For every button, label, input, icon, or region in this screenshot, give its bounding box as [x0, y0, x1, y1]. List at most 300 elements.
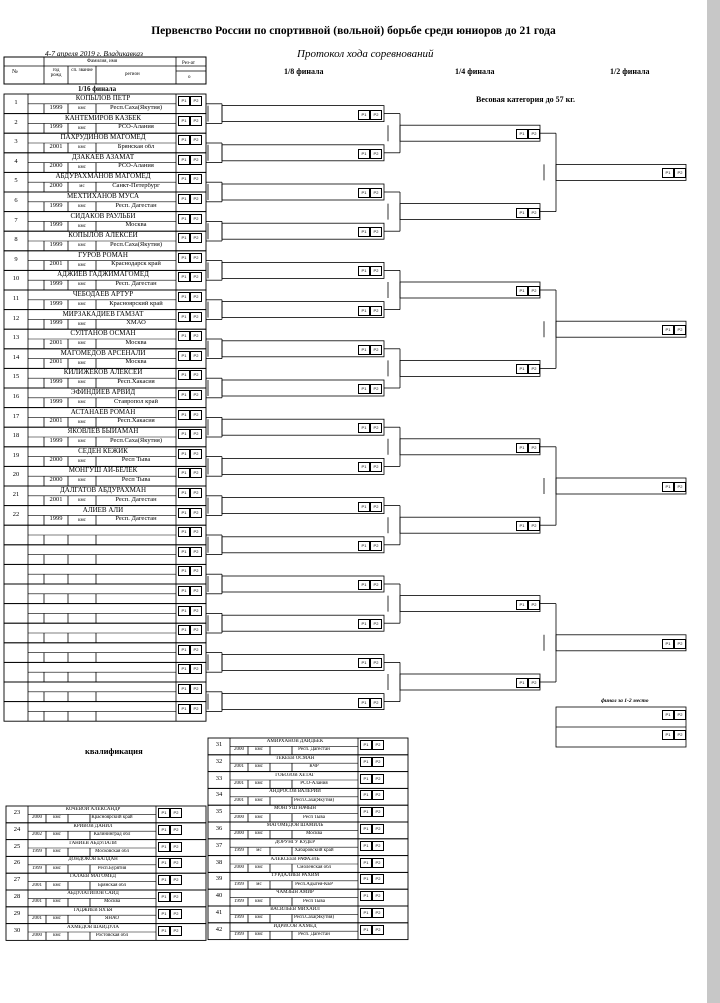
qual-year: 1999: [32, 865, 42, 871]
result-box-p1[interactable]: Р1: [360, 824, 372, 834]
athlete-name: АСТАНАЕВ РОМАН: [70, 408, 136, 416]
athlete-number: 10: [12, 276, 20, 283]
athlete-number: 8: [14, 237, 18, 244]
athlete-year: 1999: [49, 516, 63, 523]
result-box-p2[interactable]: Р2: [370, 266, 382, 276]
result-box-p2[interactable]: Р2: [190, 527, 202, 537]
qual-region: Москва: [103, 899, 121, 905]
athlete-name: ЧЕБОДАЕВ АРТУР: [72, 291, 134, 298]
qual-number: 26: [13, 860, 21, 867]
qual-rank: кмс: [53, 933, 61, 938]
result-box-p2[interactable]: Р2: [528, 443, 540, 453]
qual-year: 2002: [32, 832, 42, 838]
qual-name: ГАНИЕВ АБДУЛАЛИ: [69, 840, 117, 846]
qual-name: ТЕКЕЕВ ОСМАН: [275, 755, 315, 761]
result-box-p1[interactable]: Р1: [158, 825, 170, 835]
result-box-p1[interactable]: Р1: [358, 698, 370, 708]
qual-rank: мс: [256, 848, 262, 854]
result-box-p2[interactable]: Р2: [190, 272, 202, 282]
result-box-p2[interactable]: Р2: [370, 227, 382, 237]
qual-region: Респ.Адыгея-КБР: [295, 881, 333, 887]
qual-number: 40: [215, 893, 223, 900]
result-box-p1[interactable]: Р1: [358, 462, 370, 472]
result-box-p2[interactable]: Р2: [190, 312, 202, 322]
athlete-rank: кмс: [78, 204, 86, 209]
result-box-p1[interactable]: Р1: [158, 909, 170, 919]
result-box-p1[interactable]: Р1: [178, 390, 190, 400]
athlete-rank: кмс: [78, 380, 86, 386]
result-box-p2[interactable]: Р2: [674, 639, 686, 649]
qual-number: 30: [13, 927, 21, 934]
qual-rank: кмс: [53, 882, 61, 888]
result-box-p1[interactable]: Р1: [516, 600, 528, 610]
result-box-p1[interactable]: Р1: [178, 233, 190, 243]
qual-rank: мс: [256, 881, 262, 887]
athlete-name: ПАХРУДИНОВ МАГОМЕД: [60, 134, 146, 142]
result-box-p1[interactable]: Р1: [178, 684, 190, 694]
result-box-p2[interactable]: Р2: [190, 214, 202, 224]
athlete-year: 1999: [49, 398, 63, 405]
result-box-p1[interactable]: Р1: [158, 858, 170, 868]
result-box-p1[interactable]: Р1: [360, 790, 372, 800]
athlete-region: Ставропол край: [114, 398, 158, 405]
result-box-p1[interactable]: Р1: [178, 292, 190, 302]
athlete-region: Москва: [125, 222, 147, 229]
date-place: 4-7 апреля 2019 г. Владикавказ: [45, 49, 143, 58]
qual-year: 2000: [32, 815, 42, 821]
qual-name: АБДУЛАТИПОВ САЙД: [67, 891, 119, 896]
athlete-number: 22: [12, 511, 20, 518]
qual-name: ДОРУНГУ КУДЕР: [274, 839, 316, 845]
result-box-p2[interactable]: Р2: [190, 566, 202, 576]
result-box-p2[interactable]: Р2: [372, 858, 384, 868]
athlete-number: 1: [14, 100, 18, 106]
result-box-p2[interactable]: Р2: [370, 423, 382, 433]
result-box-p1[interactable]: Р1: [178, 351, 190, 361]
result-box-p2[interactable]: Р2: [190, 547, 202, 557]
result-box-p2[interactable]: Р2: [674, 710, 686, 720]
qual-name: АНДРОСОВ ВАЛЕРИЙ: [269, 789, 321, 795]
athlete-year: 2000: [49, 476, 63, 483]
athlete-rank: кмс: [78, 360, 86, 366]
result-box-p1[interactable]: Р1: [178, 370, 190, 380]
result-box-p2[interactable]: Р2: [170, 926, 182, 936]
result-box-p2[interactable]: Р2: [170, 875, 182, 885]
result-box-p2[interactable]: Р2: [528, 678, 540, 688]
result-box-p2[interactable]: Р2: [674, 482, 686, 492]
qual-year: 2001: [234, 781, 244, 786]
qual-rank: кмс: [255, 747, 263, 753]
qual-year: 1999: [234, 898, 244, 904]
result-box-p1[interactable]: Р1: [360, 807, 372, 817]
qual-region: Хабаровский край: [294, 848, 334, 854]
qual-number: 39: [215, 876, 223, 883]
result-box-p1[interactable]: Р1: [178, 253, 190, 263]
result-box-p2[interactable]: Р2: [372, 925, 384, 935]
result-box-p2[interactable]: Р2: [370, 345, 382, 355]
result-box-p2[interactable]: Р2: [190, 155, 202, 165]
qual-name: АМИРХАНОВ ДАИДБЕК: [266, 739, 324, 744]
result-box-p2[interactable]: Р2: [190, 390, 202, 400]
result-box-p1[interactable]: Р1: [178, 547, 190, 557]
result-box-p2[interactable]: Р2: [370, 698, 382, 708]
result-box-p1[interactable]: Р1: [178, 116, 190, 126]
result-box-p2[interactable]: Р2: [190, 233, 202, 243]
header-region: регион: [125, 72, 140, 77]
result-box-p2[interactable]: Р2: [370, 580, 382, 590]
athlete-rank: кмс: [78, 282, 86, 288]
result-box-p1[interactable]: Р1: [178, 410, 190, 420]
qual-region: Респ.Саха(Якутия): [293, 915, 335, 921]
qual-number: 36: [215, 826, 223, 832]
result-box-p2[interactable]: Р2: [190, 194, 202, 204]
result-box-p2[interactable]: Р2: [528, 286, 540, 296]
protocol-heading: Протокол хода соревнований: [297, 48, 434, 60]
qual-name: КОЧЕВОЙ АЛЕКСАНДР: [65, 807, 121, 812]
qual-number: 35: [215, 809, 223, 816]
result-box-p2[interactable]: Р2: [528, 600, 540, 610]
result-box-p1[interactable]: Р1: [178, 488, 190, 498]
result-box-p2[interactable]: Р2: [370, 149, 382, 159]
header-result: Рез-ат: [182, 61, 195, 66]
athlete-rank: кмс: [78, 321, 86, 327]
result-box-p2[interactable]: Р2: [370, 110, 382, 120]
result-box-p2[interactable]: Р2: [190, 174, 202, 184]
athlete-rank: кмс: [78, 223, 86, 229]
result-box-p2[interactable]: Р2: [674, 730, 686, 740]
result-box-p2[interactable]: Р2: [170, 808, 182, 818]
qual-region: РСО-Алания: [300, 781, 328, 786]
qual-year: 2000: [32, 933, 42, 938]
result-box-p1[interactable]: Р1: [358, 266, 370, 276]
result-box-p1[interactable]: Р1: [158, 892, 170, 902]
athlete-number: 20: [12, 472, 20, 479]
result-box-p1[interactable]: Р1: [360, 858, 372, 868]
result-box-p1[interactable]: Р1: [358, 541, 370, 551]
qual-year: 2000: [234, 814, 244, 820]
athlete-name: МАГОМЕДОВ АРСЕНАЛИ: [60, 349, 146, 357]
result-box-p1[interactable]: Р1: [516, 286, 528, 296]
result-box-p1[interactable]: Р1: [358, 658, 370, 668]
result-box-p1[interactable]: Р1: [158, 842, 170, 852]
athlete-rank: кмс: [78, 106, 86, 111]
athlete-year: 1999: [49, 320, 63, 327]
result-box-p2[interactable]: Р2: [190, 331, 202, 341]
result-box-p1[interactable]: Р1: [358, 423, 370, 433]
result-box-p2[interactable]: Р2: [370, 188, 382, 198]
result-box-p1[interactable]: Р1: [178, 527, 190, 537]
athlete-name: ДЗАКАЕВ АЗАМАТ: [71, 153, 135, 161]
result-box-p2[interactable]: Р2: [190, 704, 202, 714]
result-box-p2[interactable]: Р2: [190, 410, 202, 420]
result-box-p1[interactable]: Р1: [358, 345, 370, 355]
athlete-name: АДЖИЕВ ГАДЖИМАГОМЕД: [57, 271, 149, 279]
result-box-p2[interactable]: Р2: [190, 135, 202, 145]
result-box-p2[interactable]: Р2: [190, 684, 202, 694]
result-box-p2[interactable]: Р2: [190, 370, 202, 380]
result-box-p2[interactable]: Р2: [190, 625, 202, 635]
result-box-p2[interactable]: Р2: [528, 208, 540, 218]
athlete-rank: кмс: [78, 164, 86, 170]
qual-rank: кмс: [255, 898, 263, 904]
qual-year: 1999: [234, 881, 244, 887]
athlete-name: ЯКОВЛЕВ БЫЙАМАН: [67, 428, 139, 436]
result-box-p1[interactable]: Р1: [178, 312, 190, 322]
result-box-p1[interactable]: Р1: [516, 443, 528, 453]
qual-number: 34: [215, 792, 223, 799]
result-box-p1[interactable]: Р1: [662, 325, 674, 335]
result-box-p1[interactable]: Р1: [178, 468, 190, 478]
result-box-p1[interactable]: Р1: [178, 664, 190, 674]
result-box-p2[interactable]: Р2: [674, 325, 686, 335]
athlete-region: РСО-Алания: [118, 163, 154, 170]
result-box-p1[interactable]: Р1: [178, 135, 190, 145]
athlete-rank: кмс: [78, 458, 86, 464]
result-box-p2[interactable]: Р2: [528, 521, 540, 531]
result-box-p1[interactable]: Р1: [360, 757, 372, 767]
result-box-p1[interactable]: Р1: [358, 580, 370, 590]
result-box-p2[interactable]: Р2: [372, 757, 384, 767]
result-box-p2[interactable]: Р2: [190, 606, 202, 616]
qual-year: 2000: [234, 831, 244, 837]
qual-name: ГАДЖИЕВ ЯХЪЯ: [73, 907, 113, 913]
result-box-p2[interactable]: Р2: [370, 502, 382, 512]
qual-name: АХМЕДОВ ШАЙДУЛА: [66, 924, 120, 930]
qual-number: 24: [13, 826, 21, 833]
result-box-p2[interactable]: Р2: [170, 892, 182, 902]
qual-name: ГАЛАЕВ МАГОМЕД: [70, 874, 116, 880]
result-box-p1[interactable]: Р1: [178, 174, 190, 184]
result-box-p2[interactable]: Р2: [528, 364, 540, 374]
result-box-p1[interactable]: Р1: [358, 306, 370, 316]
qual-number: 28: [13, 894, 21, 900]
result-box-p1[interactable]: Р1: [516, 208, 528, 218]
athlete-number: 2: [14, 119, 18, 126]
result-box-p1[interactable]: Р1: [178, 606, 190, 616]
result-box-p2[interactable]: Р2: [190, 429, 202, 439]
qual-rank: кмс: [255, 831, 263, 837]
result-box-p2[interactable]: Р2: [190, 351, 202, 361]
result-box-p2[interactable]: Р2: [190, 664, 202, 674]
round-label-r16: 1/16 финала: [78, 85, 117, 93]
result-box-p1[interactable]: Р1: [662, 730, 674, 740]
athlete-number: 5: [14, 178, 18, 185]
result-box-p1[interactable]: Р1: [516, 364, 528, 374]
result-box-p1[interactable]: Р1: [360, 908, 372, 918]
athlete-rank: кмс: [78, 125, 86, 131]
athlete-name: МЕХТИХАНОВ МУСА: [66, 193, 140, 200]
athlete-year: 1999: [49, 124, 63, 131]
qual-name: ДОНДОКОВ БАЛДАН: [68, 857, 118, 863]
athlete-region: Респ.Саха(Якутия): [109, 104, 163, 111]
athlete-year: 2001: [49, 418, 63, 425]
result-box-p1[interactable]: Р1: [358, 110, 370, 120]
result-box-p2[interactable]: Р2: [370, 619, 382, 629]
athlete-region: Респ.Хакасия: [117, 418, 155, 425]
result-box-p2[interactable]: Р2: [190, 488, 202, 498]
athlete-number: 6: [14, 198, 18, 204]
athlete-name: ДАЛГАТОВ АБДУРАХМАН: [59, 487, 147, 494]
result-box-p2[interactable]: Р2: [370, 306, 382, 316]
result-box-p2[interactable]: Р2: [372, 740, 384, 750]
qual-rank: кмс: [255, 932, 263, 938]
athlete-year: 1999: [49, 104, 63, 111]
result-box-p1[interactable]: Р1: [358, 188, 370, 198]
result-box-p2[interactable]: Р2: [170, 858, 182, 868]
result-box-p1[interactable]: Р1: [178, 429, 190, 439]
result-box-p1[interactable]: Р1: [360, 740, 372, 750]
athlete-year: 1999: [49, 280, 63, 287]
qual-region: Смоленская обл: [296, 865, 332, 870]
result-box-p1[interactable]: Р1: [178, 194, 190, 204]
result-box-p1[interactable]: Р1: [178, 645, 190, 655]
result-box-p1[interactable]: Р1: [178, 272, 190, 282]
result-box-p1[interactable]: Р1: [358, 619, 370, 629]
athlete-rank: кмс: [78, 302, 86, 307]
qual-year: 2001: [234, 764, 244, 770]
result-box-p2[interactable]: Р2: [370, 462, 382, 472]
qual-region: Ростовская обл: [95, 933, 129, 938]
result-box-p2[interactable]: Р2: [372, 908, 384, 918]
result-box-p2[interactable]: Р2: [372, 807, 384, 817]
qual-region: ЯНАО: [105, 916, 119, 922]
athlete-rank: кмс: [78, 400, 86, 405]
header-rank: сп. звание: [71, 68, 93, 73]
result-box-p1[interactable]: Р1: [158, 875, 170, 885]
athlete-rank: кмс: [78, 145, 86, 151]
result-box-p1[interactable]: Р1: [360, 874, 372, 884]
athlete-year: 2001: [49, 143, 63, 150]
qual-name: МОНГУШ НАЧЫН: [273, 806, 317, 812]
result-box-p2[interactable]: Р2: [372, 891, 384, 901]
qual-name: ТУРДАЛИЕВ РАХИМ: [270, 873, 320, 879]
result-box-p2[interactable]: Р2: [190, 449, 202, 459]
result-box-p1[interactable]: Р1: [178, 214, 190, 224]
result-box-p1[interactable]: Р1: [178, 155, 190, 165]
result-box-p1[interactable]: Р1: [358, 149, 370, 159]
qual-rank: кмс: [53, 849, 61, 854]
result-box-p1[interactable]: Р1: [516, 521, 528, 531]
header-name: Фамилия, имя: [87, 59, 118, 64]
athlete-year: 2001: [49, 339, 63, 346]
result-box-p1[interactable]: Р1: [360, 925, 372, 935]
athlete-year: 1999: [49, 222, 63, 229]
athlete-region: Респ. Дагестан: [115, 202, 157, 209]
result-box-p1[interactable]: Р1: [178, 566, 190, 576]
result-box-p2[interactable]: Р2: [372, 824, 384, 834]
athlete-name: СУЛТАНОВ ОСМАН: [70, 330, 136, 338]
athlete-number: 14: [12, 354, 20, 361]
result-box-p1[interactable]: Р1: [358, 227, 370, 237]
result-box-p1[interactable]: Р1: [662, 482, 674, 492]
result-box-p1[interactable]: Р1: [360, 891, 372, 901]
result-box-p2[interactable]: Р2: [190, 96, 202, 106]
qual-rank: кмс: [53, 865, 61, 871]
athlete-year: 1999: [49, 437, 63, 444]
result-box-p1[interactable]: Р1: [158, 808, 170, 818]
qual-rank: кмс: [53, 916, 61, 922]
result-box-p1[interactable]: Р1: [178, 704, 190, 714]
athlete-rank: кмс: [78, 243, 86, 249]
athlete-region: Москва: [125, 359, 147, 366]
result-box-p1[interactable]: Р1: [178, 331, 190, 341]
athlete-number: 13: [12, 335, 20, 342]
athlete-region: Краснодарск край: [111, 261, 161, 268]
qual-number: 29: [13, 910, 21, 917]
athlete-year: 2000: [49, 163, 63, 170]
result-box-p2[interactable]: Р2: [170, 825, 182, 835]
qual-year: 1999: [234, 915, 244, 921]
result-box-p1[interactable]: Р1: [662, 710, 674, 720]
header-no: №: [12, 69, 18, 75]
result-box-p1[interactable]: Р1: [178, 625, 190, 635]
weight-category: Весовая категория до 57 кг.: [476, 95, 575, 104]
qual-rank: кмс: [255, 865, 263, 870]
athlete-name: АЛИЕВ АЛИ: [82, 506, 124, 514]
result-box-p2[interactable]: Р2: [170, 909, 182, 919]
result-box-p2[interactable]: Р2: [370, 658, 382, 668]
result-box-p2[interactable]: Р2: [190, 508, 202, 518]
result-box-p2[interactable]: Р2: [528, 129, 540, 139]
qual-name: ГОБОЗОВ ХЕТАГ: [275, 772, 315, 778]
result-box-p1[interactable]: Р1: [360, 841, 372, 851]
athlete-name: ГУРОВ РОМАН: [78, 251, 128, 259]
qual-number: 23: [13, 810, 21, 816]
athlete-year: 2001: [49, 359, 63, 366]
result-box-p1[interactable]: Р1: [516, 678, 528, 688]
athlete-number: 15: [12, 374, 20, 381]
result-box-p2[interactable]: Р2: [190, 116, 202, 126]
result-box-p1[interactable]: Р1: [358, 502, 370, 512]
result-box-p2[interactable]: Р2: [370, 541, 382, 551]
result-box-p2[interactable]: Р2: [190, 292, 202, 302]
result-box-p2[interactable]: Р2: [370, 384, 382, 394]
result-box-p1[interactable]: Р1: [158, 926, 170, 936]
result-box-p2[interactable]: Р2: [190, 253, 202, 263]
athlete-year: 2000: [49, 182, 63, 189]
result-box-p2[interactable]: Р2: [372, 874, 384, 884]
athlete-number: 12: [12, 315, 20, 322]
result-box-p1[interactable]: Р1: [178, 508, 190, 518]
result-box-p2[interactable]: Р2: [372, 841, 384, 851]
result-box-p2[interactable]: Р2: [170, 842, 182, 852]
result-box-p1[interactable]: Р1: [662, 639, 674, 649]
athlete-number: 16: [12, 394, 20, 400]
qual-region: Брянская обл: [97, 882, 127, 888]
result-box-p2[interactable]: Р2: [190, 586, 202, 596]
qual-rank: кмс: [255, 797, 263, 803]
result-box-p1[interactable]: Р1: [358, 384, 370, 394]
athlete-number: 21: [12, 492, 20, 498]
result-box-p1[interactable]: Р1: [516, 129, 528, 139]
result-box-p1[interactable]: Р1: [178, 586, 190, 596]
result-box-p2[interactable]: Р2: [190, 645, 202, 655]
athlete-name: КОПЫЛОВ ПЕТР: [75, 95, 131, 102]
athlete-year: 2000: [49, 457, 63, 464]
qual-number: 41: [215, 910, 223, 916]
result-box-p1[interactable]: Р1: [662, 168, 674, 178]
result-box-p1[interactable]: Р1: [178, 449, 190, 459]
result-box-p1[interactable]: Р1: [360, 774, 372, 784]
qual-name: ЧАМЗЫН АМИР: [276, 890, 314, 896]
result-box-p2[interactable]: Р2: [190, 468, 202, 478]
athlete-rank: кмс: [78, 439, 86, 445]
result-box-p2[interactable]: Р2: [372, 790, 384, 800]
result-box-p2[interactable]: Р2: [674, 168, 686, 178]
qual-year: 2001: [32, 899, 42, 905]
result-box-p2[interactable]: Р2: [372, 774, 384, 784]
result-box-p1[interactable]: Р1: [178, 96, 190, 106]
